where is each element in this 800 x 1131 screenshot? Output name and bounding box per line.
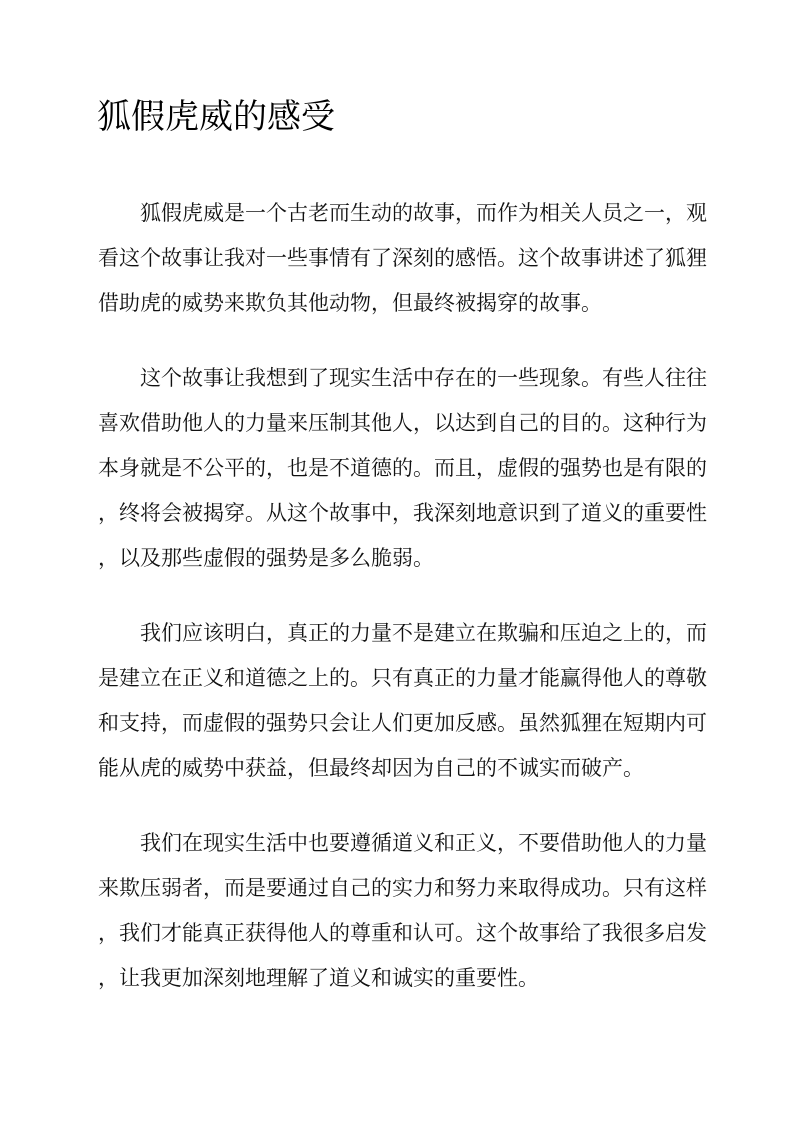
document-body	[98, 191, 707, 1031]
text-line: 这个故事让我想到了现实生活中存在的一些现象。有些人往往	[140, 366, 707, 390]
text-line: 看这个故事让我对一些事情有了深刻的感悟。这个故事讲述了狐狸	[98, 246, 707, 270]
text-line: 借助虎的威势来欺负其他动物，但最终被揭穿的故事。	[98, 291, 602, 315]
text-line: 我们应该明白，真正的力量不是建立在欺骗和压迫之上的，而	[140, 621, 707, 645]
text-line: ，让我更加深刻地理解了道义和诚实的重要性。	[98, 966, 539, 990]
text-line: 本身就是不公平的，也是不道德的。而且，虚假的强势也是有限的	[98, 456, 707, 480]
text-line: ，终将会被揭穿。从这个故事中，我深刻地意识到了道义的重要性	[98, 501, 707, 525]
text-line: 狐假虎威是一个古老而生动的故事，而作为相关人员之一，观	[140, 201, 707, 225]
paragraph-4	[98, 821, 707, 1001]
text-line: 和支持，而虚假的强势只会让人们更加反感。虽然狐狸在短期内可	[98, 711, 707, 735]
text-line: 喜欢借助他人的力量来压制其他人，以达到自己的目的。这种行为	[98, 411, 707, 435]
text-line: 是建立在正义和道德之上的。只有真正的力量才能赢得他人的尊敬	[98, 666, 707, 690]
page-title: 狐假虎威的感受	[97, 97, 335, 137]
paragraph-1	[98, 191, 707, 326]
text-line: ，我们才能真正获得他人的尊重和认可。这个故事给了我很多启发	[98, 921, 707, 945]
text-line: 能从虎的威势中获益，但最终却因为自己的不诚实而破产。	[98, 756, 644, 780]
text-line: 来欺压弱者，而是要通过自己的实力和努力来取得成功。只有这样	[98, 876, 707, 900]
paragraph-3	[98, 611, 707, 791]
text-line: ，以及那些虚假的强势是多么脆弱。	[98, 546, 434, 570]
text-line: 我们在现实生活中也要遵循道义和正义，不要借助他人的力量	[140, 831, 707, 855]
paragraph-2	[98, 356, 707, 581]
